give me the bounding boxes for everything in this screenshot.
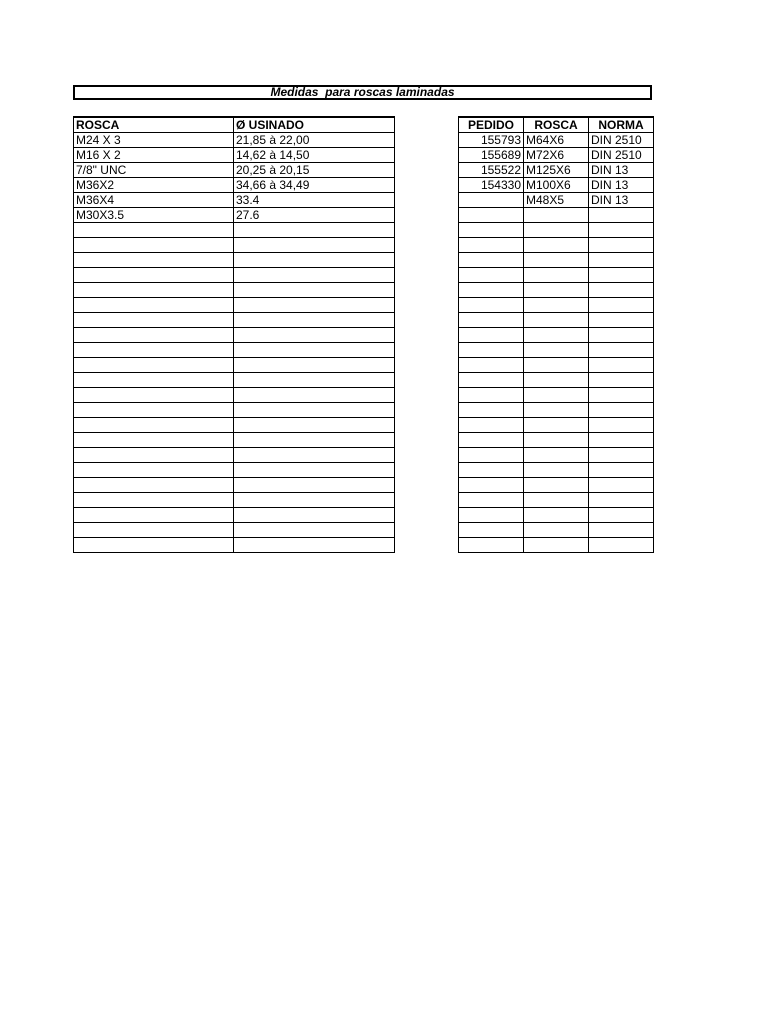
table-cell bbox=[74, 418, 234, 433]
table-cell: M100X6 bbox=[524, 178, 589, 193]
table-cell bbox=[589, 343, 654, 358]
table-row bbox=[459, 133, 654, 148]
table-cell: 33.4 bbox=[234, 193, 395, 208]
table-cell bbox=[459, 328, 524, 343]
table-cell bbox=[459, 238, 524, 253]
table-row bbox=[74, 343, 395, 358]
table-cell bbox=[524, 508, 589, 523]
table-cell bbox=[74, 388, 234, 403]
table-cell bbox=[234, 403, 395, 418]
table-cell bbox=[459, 283, 524, 298]
table-cell: 20,25 à 20,15 bbox=[234, 163, 395, 178]
table-cell bbox=[74, 493, 234, 508]
table-cell bbox=[74, 463, 234, 478]
orders-table bbox=[458, 116, 654, 553]
table-row bbox=[459, 388, 654, 403]
table-cell bbox=[459, 298, 524, 313]
table-row bbox=[74, 238, 395, 253]
table-row bbox=[459, 313, 654, 328]
table-cell bbox=[524, 523, 589, 538]
sheet-title: Medidas para roscas laminadas bbox=[73, 85, 652, 100]
table-cell: M72X6 bbox=[524, 148, 589, 163]
table-cell bbox=[234, 343, 395, 358]
table-row bbox=[74, 463, 395, 478]
table-cell bbox=[524, 328, 589, 343]
table-cell bbox=[234, 373, 395, 388]
table-row bbox=[459, 493, 654, 508]
table-cell bbox=[589, 223, 654, 238]
table-cell: 14,62 à 14,50 bbox=[234, 148, 395, 163]
table-row bbox=[74, 178, 395, 193]
table-cell bbox=[459, 448, 524, 463]
table-cell bbox=[74, 238, 234, 253]
table-cell bbox=[459, 208, 524, 223]
table-cell bbox=[459, 418, 524, 433]
table-row bbox=[459, 433, 654, 448]
table-cell: M48X5 bbox=[524, 193, 589, 208]
table-cell: 155522 bbox=[459, 163, 524, 178]
column-header-pedido: PEDIDO bbox=[459, 117, 524, 133]
table-cell bbox=[74, 343, 234, 358]
table-cell bbox=[234, 478, 395, 493]
table-cell bbox=[589, 268, 654, 283]
table-cell bbox=[524, 238, 589, 253]
table-cell bbox=[459, 493, 524, 508]
table-cell: 154330 bbox=[459, 178, 524, 193]
table-cell: M36X4 bbox=[74, 193, 234, 208]
table-cell bbox=[234, 388, 395, 403]
table-row bbox=[74, 208, 395, 223]
table-cell bbox=[234, 508, 395, 523]
table-cell bbox=[234, 298, 395, 313]
table-cell bbox=[459, 508, 524, 523]
table-cell bbox=[74, 448, 234, 463]
table-cell bbox=[589, 253, 654, 268]
table-row bbox=[74, 388, 395, 403]
table-cell bbox=[589, 463, 654, 478]
table-row bbox=[459, 328, 654, 343]
table-cell: 27.6 bbox=[234, 208, 395, 223]
table-cell bbox=[74, 313, 234, 328]
table-cell bbox=[74, 433, 234, 448]
table-cell bbox=[524, 478, 589, 493]
table-cell bbox=[74, 223, 234, 238]
table-row bbox=[459, 208, 654, 223]
table-cell bbox=[74, 268, 234, 283]
table-cell bbox=[234, 523, 395, 538]
table-row bbox=[459, 523, 654, 538]
table-cell bbox=[74, 358, 234, 373]
table-cell bbox=[74, 478, 234, 493]
table-cell bbox=[524, 538, 589, 553]
column-header-rosca: ROSCA bbox=[74, 117, 234, 133]
table-cell: DIN 2510 bbox=[589, 148, 654, 163]
table-cell bbox=[589, 448, 654, 463]
table-row bbox=[74, 283, 395, 298]
table-cell bbox=[589, 523, 654, 538]
table-cell bbox=[589, 418, 654, 433]
table-row bbox=[74, 268, 395, 283]
table-cell bbox=[459, 433, 524, 448]
table-cell: DIN 13 bbox=[589, 193, 654, 208]
table-cell bbox=[524, 493, 589, 508]
table-row bbox=[459, 463, 654, 478]
table-cell bbox=[459, 388, 524, 403]
table-cell bbox=[459, 373, 524, 388]
table-cell bbox=[74, 283, 234, 298]
table-cell bbox=[459, 313, 524, 328]
table-row bbox=[74, 193, 395, 208]
table-cell: 21,85 à 22,00 bbox=[234, 133, 395, 148]
table-cell bbox=[74, 298, 234, 313]
table-row bbox=[459, 343, 654, 358]
table-cell bbox=[234, 493, 395, 508]
table-cell: M30X3.5 bbox=[74, 208, 234, 223]
table-cell bbox=[524, 358, 589, 373]
table-cell: M64X6 bbox=[524, 133, 589, 148]
table-cell bbox=[234, 358, 395, 373]
table-row bbox=[459, 478, 654, 493]
table-cell bbox=[589, 298, 654, 313]
table-cell bbox=[524, 403, 589, 418]
table-cell bbox=[589, 313, 654, 328]
table-row bbox=[74, 313, 395, 328]
table-cell: DIN 13 bbox=[589, 163, 654, 178]
column-header-usinado: Ø USINADO bbox=[234, 117, 395, 133]
table-cell bbox=[234, 463, 395, 478]
table-cell: M125X6 bbox=[524, 163, 589, 178]
table-cell bbox=[234, 313, 395, 328]
table-cell: M16 X 2 bbox=[74, 148, 234, 163]
table-cell bbox=[524, 448, 589, 463]
table-cell bbox=[589, 283, 654, 298]
table-cell: 155793 bbox=[459, 133, 524, 148]
table-row bbox=[74, 328, 395, 343]
table-cell bbox=[459, 193, 524, 208]
thread-measurements-table bbox=[73, 116, 395, 553]
table-row bbox=[74, 523, 395, 538]
table-cell bbox=[524, 388, 589, 403]
table-cell bbox=[234, 238, 395, 253]
table-row bbox=[459, 148, 654, 163]
table-row bbox=[459, 163, 654, 178]
table-cell: 7/8" UNC bbox=[74, 163, 234, 178]
table-row bbox=[74, 433, 395, 448]
table-cell bbox=[459, 358, 524, 373]
table-row bbox=[459, 403, 654, 418]
table-cell bbox=[459, 478, 524, 493]
table-row bbox=[459, 223, 654, 238]
table-cell bbox=[589, 238, 654, 253]
table-cell bbox=[74, 403, 234, 418]
table-cell bbox=[589, 328, 654, 343]
table-cell: DIN 2510 bbox=[589, 133, 654, 148]
table-cell bbox=[459, 538, 524, 553]
table-cell bbox=[459, 403, 524, 418]
table-cell: M36X2 bbox=[74, 178, 234, 193]
table-row bbox=[459, 508, 654, 523]
table-cell: M24 X 3 bbox=[74, 133, 234, 148]
table-cell bbox=[74, 523, 234, 538]
table-row bbox=[459, 253, 654, 268]
table-row bbox=[459, 238, 654, 253]
table-cell bbox=[524, 373, 589, 388]
table-cell: 155689 bbox=[459, 148, 524, 163]
table-row bbox=[74, 493, 395, 508]
table-cell bbox=[74, 508, 234, 523]
table-cell bbox=[234, 253, 395, 268]
table-row bbox=[459, 268, 654, 283]
table-row bbox=[459, 178, 654, 193]
table-row bbox=[459, 358, 654, 373]
table-cell bbox=[524, 418, 589, 433]
table-cell bbox=[234, 268, 395, 283]
table-row bbox=[74, 418, 395, 433]
table-row bbox=[459, 448, 654, 463]
table-row bbox=[74, 223, 395, 238]
table-cell bbox=[524, 283, 589, 298]
table-row bbox=[74, 403, 395, 418]
table-row bbox=[74, 358, 395, 373]
table-cell bbox=[524, 298, 589, 313]
table-row bbox=[74, 478, 395, 493]
header-row bbox=[459, 117, 654, 133]
table-cell bbox=[459, 343, 524, 358]
table-cell bbox=[74, 253, 234, 268]
table-cell bbox=[589, 208, 654, 223]
table-row bbox=[459, 298, 654, 313]
table-cell bbox=[459, 253, 524, 268]
table-cell bbox=[524, 433, 589, 448]
table-row bbox=[459, 193, 654, 208]
table-row bbox=[74, 163, 395, 178]
table-cell bbox=[234, 418, 395, 433]
table-cell bbox=[459, 268, 524, 283]
table-cell bbox=[234, 328, 395, 343]
table-cell bbox=[524, 463, 589, 478]
table-cell bbox=[524, 208, 589, 223]
table-cell bbox=[234, 448, 395, 463]
table-cell bbox=[459, 223, 524, 238]
table-cell bbox=[74, 328, 234, 343]
table-cell bbox=[459, 463, 524, 478]
table-row bbox=[74, 448, 395, 463]
table-row bbox=[74, 148, 395, 163]
table-cell bbox=[234, 433, 395, 448]
table-cell bbox=[589, 358, 654, 373]
table-cell bbox=[74, 373, 234, 388]
table-cell bbox=[234, 283, 395, 298]
table-cell bbox=[524, 223, 589, 238]
table-row bbox=[459, 283, 654, 298]
table-cell bbox=[589, 538, 654, 553]
table-row bbox=[459, 538, 654, 553]
table-cell bbox=[589, 373, 654, 388]
header-row bbox=[74, 117, 395, 133]
table-cell bbox=[459, 523, 524, 538]
table-cell: 34,66 à 34,49 bbox=[234, 178, 395, 193]
table-cell bbox=[524, 343, 589, 358]
table-cell bbox=[234, 223, 395, 238]
table-row bbox=[74, 508, 395, 523]
table-cell bbox=[524, 253, 589, 268]
table-row bbox=[74, 538, 395, 553]
table-cell bbox=[589, 403, 654, 418]
table-cell bbox=[524, 313, 589, 328]
table-cell bbox=[234, 538, 395, 553]
table-cell bbox=[589, 493, 654, 508]
table-cell bbox=[524, 268, 589, 283]
table-row bbox=[74, 373, 395, 388]
table-cell bbox=[589, 388, 654, 403]
table-cell bbox=[589, 478, 654, 493]
table-row bbox=[74, 133, 395, 148]
table-cell bbox=[74, 538, 234, 553]
table-cell: DIN 13 bbox=[589, 178, 654, 193]
column-header-norma: NORMA bbox=[589, 117, 654, 133]
table-row bbox=[459, 373, 654, 388]
table-cell bbox=[589, 433, 654, 448]
table-cell bbox=[589, 508, 654, 523]
table-row bbox=[459, 418, 654, 433]
column-header-rosca: ROSCA bbox=[524, 117, 589, 133]
table-row bbox=[74, 253, 395, 268]
table-row bbox=[74, 298, 395, 313]
